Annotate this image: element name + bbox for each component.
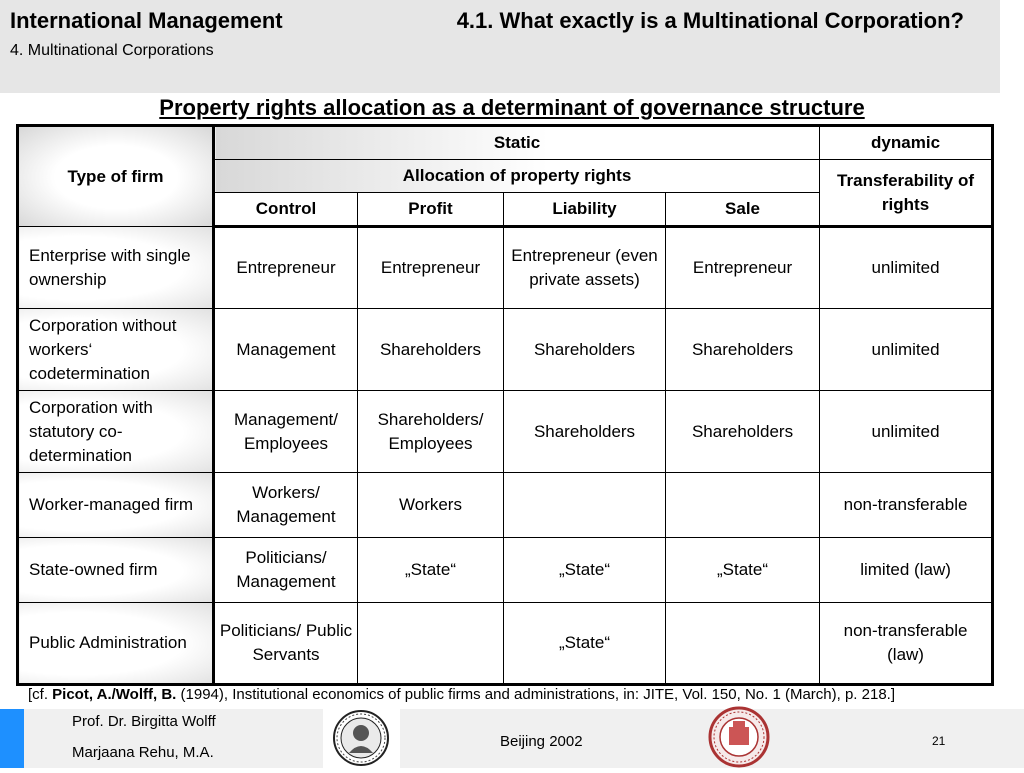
cell-profit: Shareholders [358, 309, 504, 391]
row-type: Corporation with statutory co-determination [18, 391, 214, 473]
header-liability: Liability [504, 193, 666, 227]
cell-control: Entrepreneur [214, 227, 358, 309]
table-row [18, 309, 993, 391]
citation-prefix: [cf. [28, 686, 53, 703]
footer-author-1: Prof. Dr. Birgitta Wolff [72, 713, 216, 730]
cell-liability: Shareholders [504, 391, 666, 473]
row-type: Enterprise with single ownership [18, 227, 214, 309]
university-seal-logo [323, 709, 400, 768]
cell-control: Workers/ Management [214, 473, 358, 538]
cell-control: Politicians/ Management [214, 538, 358, 603]
cell-transferability: non-transferable [820, 473, 993, 538]
slide-heading: 4.1. What exactly is a Multinational Corporation? [456, 8, 964, 33]
header-control: Control [214, 193, 358, 227]
cell-control: Politicians/ Public Servants [214, 603, 358, 685]
row-type: Corporation without workers‘ codetermination [18, 309, 214, 391]
cell-transferability: unlimited [820, 309, 993, 391]
header-static: Static [214, 126, 820, 160]
course-subtitle: 4. Multinational Corporations [10, 42, 214, 59]
cell-sale [666, 473, 820, 538]
cell-transferability: non-transferable (law) [820, 603, 993, 685]
table-title: Property rights allocation as a determinant of governance structure [159, 95, 865, 120]
citation-details: (1994), Institutional economics of public firms and administrations, in: JITE, Vol. 150, No. 1 (March), p. 218.] [176, 686, 896, 703]
cell-sale: Shareholders [666, 309, 820, 391]
row-type: Public Administration [18, 603, 214, 685]
cell-profit: „State“ [358, 538, 504, 603]
row-type: Worker-managed firm [18, 473, 214, 538]
cell-profit: Shareholders/ Employees [358, 391, 504, 473]
footer-author-2: Marjaana Rehu, M.A. [72, 744, 214, 761]
cell-sale: Entrepreneur [666, 227, 820, 309]
cell-transferability: unlimited [820, 227, 993, 309]
slide-header [0, 0, 1000, 93]
cell-liability [504, 473, 666, 538]
row-type: State-owned firm [18, 538, 214, 603]
cell-profit: Entrepreneur [358, 227, 504, 309]
table-row [18, 391, 993, 473]
cell-sale: „State“ [666, 538, 820, 603]
cell-profit: Workers [358, 473, 504, 538]
cell-transferability: limited (law) [820, 538, 993, 603]
citation [28, 685, 968, 704]
cell-control: Management [214, 309, 358, 391]
cell-liability: Entrepreneur (even private assets) [504, 227, 666, 309]
cell-control: Management/ Employees [214, 391, 358, 473]
cell-profit [358, 603, 504, 685]
cell-liability: „State“ [504, 603, 666, 685]
header-transferability: Transferability of rights [820, 160, 993, 227]
cell-transferability: unlimited [820, 391, 993, 473]
header-profit: Profit [358, 193, 504, 227]
footer-place: Beijing 2002 [500, 733, 583, 750]
header-sale: Sale [666, 193, 820, 227]
cell-liability: Shareholders [504, 309, 666, 391]
table-row [18, 227, 993, 309]
header-dynamic: dynamic [820, 126, 993, 160]
footer-accent-stripe [0, 709, 24, 768]
cell-sale: Shareholders [666, 391, 820, 473]
header-allocation: Allocation of property rights [214, 160, 820, 193]
table-row [18, 603, 993, 685]
course-title: International Management [10, 8, 283, 33]
table-row [18, 473, 993, 538]
citation-authors: Picot, A./Wolff, B. [52, 686, 177, 703]
cell-sale [666, 603, 820, 685]
cell-liability: „State“ [504, 538, 666, 603]
beijing-normal-university-logo [700, 705, 778, 768]
table-row [18, 538, 993, 603]
header-type-of-firm: Type of firm [18, 126, 214, 227]
page-number: 21 [932, 734, 946, 748]
property-rights-table [16, 124, 994, 686]
